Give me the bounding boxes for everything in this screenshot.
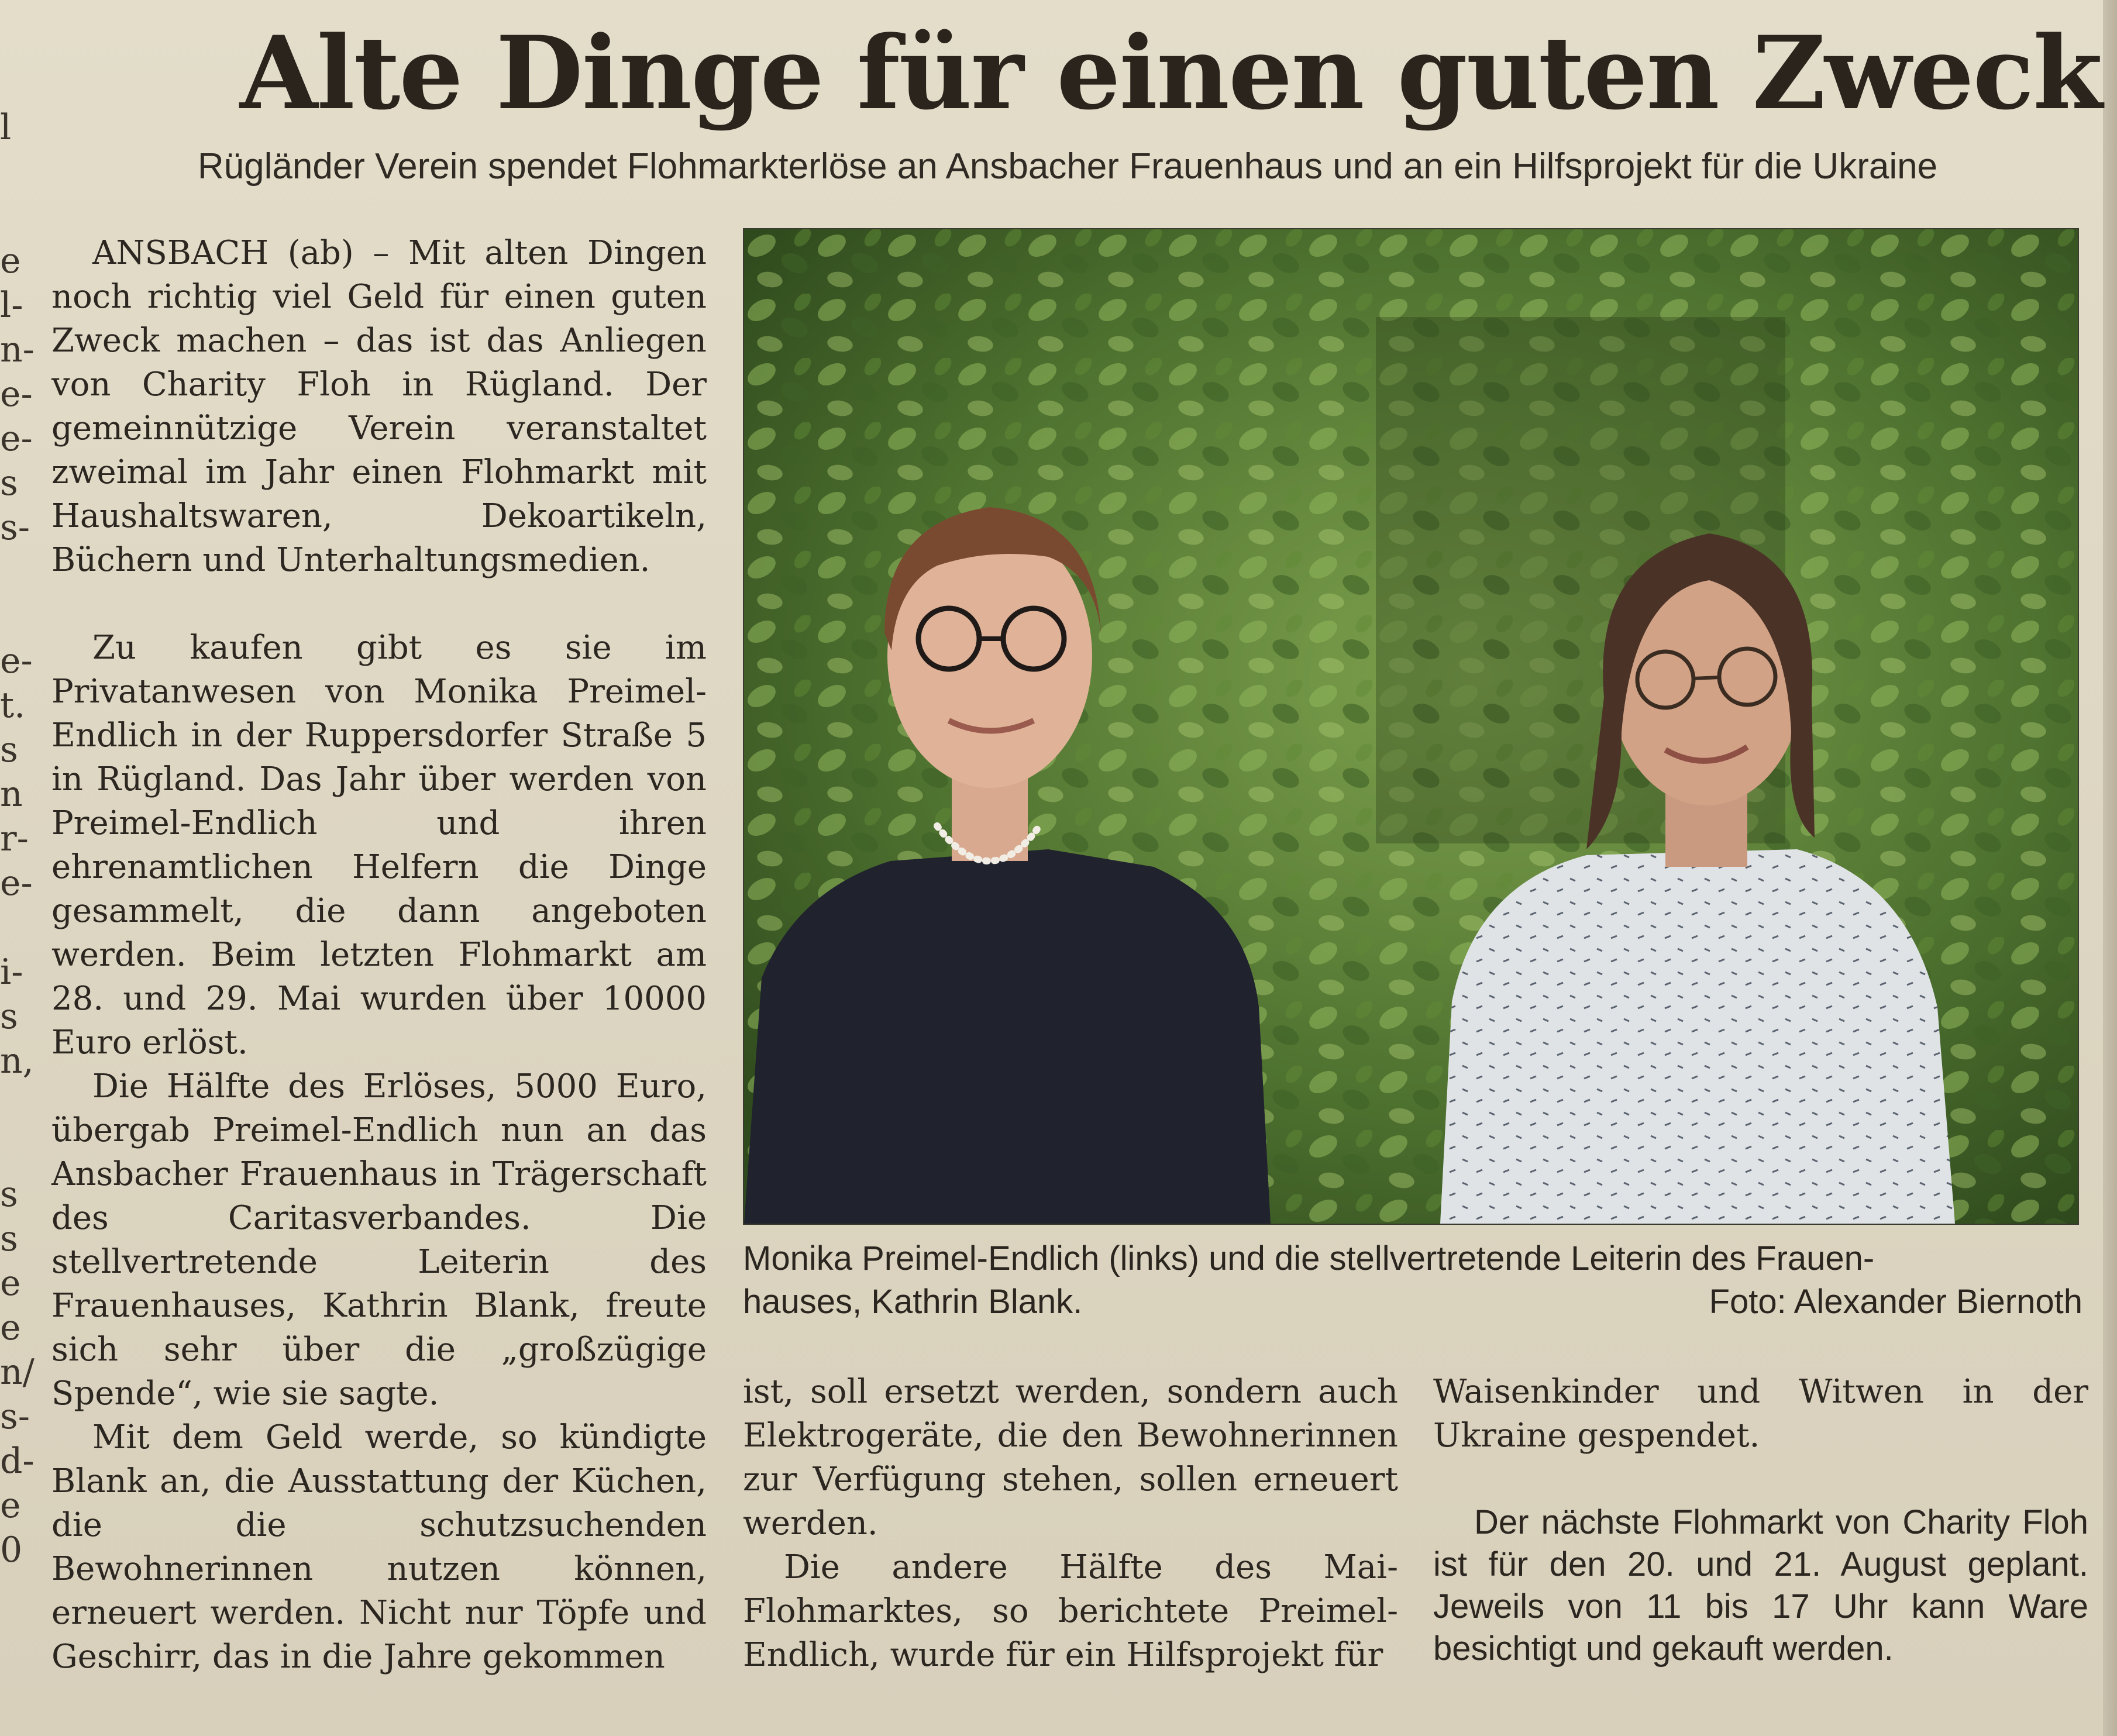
paragraph: Die Hälfte des Erlöses, 5000 Euro, übergab Preimel-Endlich nun an das Ansbacher Frauenhaus in Trägerschaft des Caritasverbandes. Die stellvertretende Leiterin des Frauenhauses, Kathrin Blank, freute sich sehr über die „großzügige Spende“, wie sie sagte. — [51, 1067, 707, 1413]
photo-credit: Foto: Alexander Biernoth — [1709, 1283, 2082, 1321]
paragraph: ANSBACH (ab) – Mit alten Dingen noch richtig viel Geld für einen guten Zweck machen – das ist das Anliegen von Charity Floh in Rügland. Der gemeinnützige Verein veranstaltet zweimal im Jahr einen Flohmarkt mit Haushaltswaren, Dekoartikeln, Büchern und Unterhaltungsmedien. — [51, 234, 707, 579]
article-column-3 — [1433, 1370, 2088, 1670]
paragraph: ist, soll ersetzt werden, sondern auch Elektrogeräte, die den Bewohnerinnen zur Verfügung stehen, sollen erneuert werden. — [743, 1373, 1398, 1542]
page-edge — [2103, 0, 2117, 1736]
adjacent-column-fragments: l e l- n- e- e- s s- e- t. s n r- e- i- s n, s s e e n/ s- d- e 0 — [0, 107, 35, 1570]
photo-caption — [743, 1237, 2082, 1324]
paragraph: Zu kaufen gibt es sie im Privatanwesen von Monika Preimel-Endlich in der Ruppersdorfer Straße 5 in Rügland. Das Jahr über werden von Preimel-Endlich und ihren ehrenamtlichen Helfern die Dinge gesammelt, die dann angeboten werden. Beim letzten Flohmarkt am 28. und 29. Mai wurden über 10000 Euro erlöst. — [51, 629, 707, 1062]
headline: Alte Dinge für einen guten Zweck — [240, 13, 2102, 132]
paragraph: Mit dem Geld werde, so kündigte Blank an, die Ausstattung der Küchen, die die schutzsuchenden Bewohnerinnen nutzen können, erneuert werden. Nicht nur Töpfe und Geschirr, das in die Jahre gekommen — [51, 1418, 707, 1676]
paragraph: Der nächste Flohmarkt von Charity Floh ist für den 20. und 21. August geplant. Jeweils von 11 bis 17 Uhr kann Ware besichtigt und gekauft werden. — [1433, 1503, 2088, 1668]
caption-line-2: hauses, Kathrin Blank. — [743, 1283, 1083, 1321]
subheadline: Rügländer Verein spendet Flohmarkterlöse an Ansbacher Frauenhaus und an ein Hilfsprojekt für die Ukraine — [197, 146, 1938, 187]
paragraph: Die andere Hälfte des Mai-Flohmarktes, so berichtete Preimel-Endlich, wurde für ein Hilfsprojekt für — [743, 1548, 1398, 1674]
photo-illustration — [744, 229, 2078, 1224]
article-column-1 — [51, 231, 707, 1679]
paragraph: Waisenkinder und Witwen in der Ukraine gespendet. — [1433, 1373, 2088, 1455]
article-photo — [743, 228, 2079, 1225]
article-column-2 — [743, 1370, 1398, 1677]
caption-line-1: Monika Preimel-Endlich (links) und die stellvertretende Leiterin des Frauen- — [743, 1239, 1875, 1277]
